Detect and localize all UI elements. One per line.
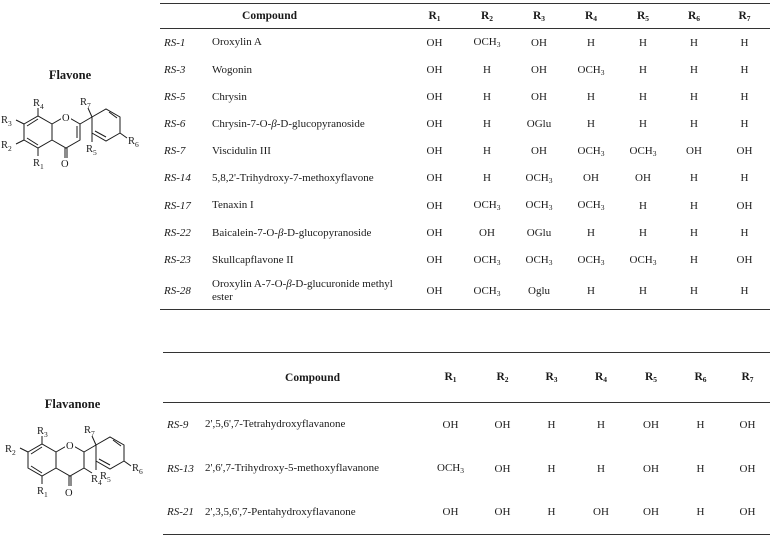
substituent-r2: H	[483, 172, 491, 184]
substituent-r6: H	[690, 64, 698, 76]
substituent-r6: H	[690, 254, 698, 266]
flavanone-row	[163, 403, 770, 447]
substituent-r3: $OCH_3$	[525, 253, 553, 267]
substituent-r5: $OCH_3$	[629, 144, 657, 158]
substituent-r3: OH	[531, 145, 547, 157]
substituent-r5: OH	[643, 418, 659, 431]
flavanone-o-label: O	[66, 441, 74, 452]
flavone-row	[160, 220, 770, 247]
substituent-r1: OH	[426, 227, 443, 239]
flavanone-header-r3: $R_3$	[527, 353, 576, 403]
substituent-r6: H	[696, 506, 705, 519]
flavanone-row	[163, 447, 770, 491]
substituent-r4: H	[587, 36, 595, 49]
substituent-r1: OH	[426, 64, 443, 76]
substituent-r5: OH	[643, 462, 659, 475]
substituent-r7: OH	[739, 462, 756, 475]
flavanone-r2-label: $R_2$	[5, 444, 16, 457]
substituent-r1: OH	[442, 506, 459, 519]
compound-id: RS-9	[167, 418, 189, 431]
substituent-r6: H	[690, 227, 698, 239]
substituent-r4: H	[597, 462, 605, 475]
substituent-r1: OH	[442, 418, 459, 431]
compound-name: 5,8,2'-Trihydroxy-7-methoxyflavone	[212, 171, 374, 184]
flavanone-header-compound: Compound	[163, 353, 423, 403]
substituent-r1: OH	[426, 285, 443, 298]
flavone-header-r2: $R_2$	[461, 4, 513, 29]
flavone-header-r4: $R_4$	[565, 4, 617, 29]
flavone-r1-label: $R_1$	[33, 158, 44, 171]
flavone-r5-label: $R_5$	[86, 144, 97, 157]
substituent-r6: OH	[686, 145, 702, 157]
compound-name: Chrysin-7-O-β-D-glucopyranoside	[212, 117, 365, 130]
compound-id: RS-5	[164, 91, 186, 103]
flavone-row	[160, 138, 770, 165]
substituent-r5: H	[639, 118, 647, 130]
substituent-r3: OH	[531, 91, 547, 103]
flavanone-header-r2: $R_2$	[478, 353, 527, 403]
substituent-r2: OH	[494, 462, 511, 475]
substituent-r7: H	[740, 36, 749, 49]
flavone-o-label: O	[62, 113, 70, 124]
flavanone-header-r4: $R_4$	[576, 353, 626, 403]
substituent-r3: OH	[531, 36, 547, 49]
flavone-row	[160, 84, 770, 111]
flavanone-r4-label: $R_4$	[91, 474, 102, 487]
flavanone-r3-label: $R_3$	[37, 426, 48, 439]
compound-id: RS-23	[164, 254, 191, 266]
flavone-row	[160, 29, 770, 57]
substituent-r2: $OCH_3$	[473, 253, 501, 267]
flavone-header-r1: $R_1$	[408, 4, 461, 29]
compound-id: RS-22	[164, 227, 191, 239]
flavanone-carbonyl-o-label: O	[65, 488, 73, 499]
substituent-r7: OH	[736, 254, 753, 266]
flavone-header-r5: $R_5$	[617, 4, 669, 29]
substituent-r5: H	[639, 91, 647, 103]
substituent-r5: H	[639, 36, 647, 49]
substituent-r6: H	[690, 199, 698, 212]
flavanone-title: Flavanone	[44, 397, 101, 411]
substituent-r5: H	[639, 199, 647, 212]
substituent-r5: OH	[635, 172, 651, 184]
substituent-r2: OH	[494, 418, 511, 431]
substituent-r4: H	[587, 227, 595, 239]
substituent-r6: H	[696, 418, 705, 431]
flavanone-structure-diagram	[0, 418, 155, 518]
substituent-r1: OH	[426, 254, 443, 266]
substituent-r6: H	[690, 172, 698, 184]
flavanone-header-r5: $R_5$	[626, 353, 676, 403]
substituent-r3: OH	[531, 64, 547, 76]
flavone-row	[160, 192, 770, 220]
flavanone-header-r7: $R_7$	[725, 353, 770, 403]
substituent-r5: OH	[643, 506, 659, 519]
flavone-r4-label: $R_4$	[33, 98, 44, 111]
flavone-r2-label: $R_2$	[1, 140, 12, 153]
flavone-carbonyl-o-label: O	[61, 159, 69, 170]
substituent-r3: OGlu	[526, 118, 552, 130]
substituent-r1: OH	[426, 118, 443, 130]
flavanone-header-r6: $R_6$	[676, 353, 725, 403]
flavone-r6-label: $R_6$	[128, 136, 139, 149]
compound-id: RS-13	[167, 462, 194, 475]
substituent-r4: H	[587, 118, 595, 130]
substituent-r3: H	[547, 462, 556, 475]
substituent-r7: H	[740, 285, 749, 298]
substituent-r4: $OCH_3$	[577, 199, 605, 212]
compound-name: Oroxylin A	[212, 36, 262, 49]
compound-id: RS-17	[164, 199, 191, 212]
substituent-r3: OGlu	[526, 227, 552, 239]
substituent-r3: $OCH_3$	[525, 171, 553, 185]
substituent-r4: $OCH_3$	[577, 63, 605, 77]
flavanone-r6-label: $R_6$	[132, 463, 143, 476]
substituent-r2: $OCH_3$	[473, 199, 501, 212]
substituent-r5: $OCH_3$	[629, 253, 657, 267]
flavone-header-r7: $R_7$	[719, 4, 770, 29]
flavanone-table	[163, 352, 770, 535]
flavanone-r7-label: $R_7$	[84, 425, 95, 438]
substituent-r2: OH	[494, 506, 511, 519]
substituent-r6: H	[690, 118, 698, 130]
substituent-r7: OH	[739, 418, 756, 431]
substituent-r7: H	[740, 227, 749, 239]
substituent-r2: H	[483, 91, 491, 103]
substituent-r7: OH	[739, 506, 756, 519]
substituent-r4: OH	[583, 172, 599, 184]
substituent-r7: H	[740, 118, 749, 130]
substituent-r1: OH	[426, 199, 443, 212]
compound-name: 2',5,6',7-Tetrahydroxyflavanone	[205, 418, 346, 431]
substituent-r4: H	[587, 285, 595, 298]
flavone-row	[160, 165, 770, 192]
compound-name: 2',3,5,6',7-Pentahydroxyflavanone	[205, 505, 356, 518]
substituent-r1: OH	[426, 36, 443, 49]
flavanone-header-r1: $R_1$	[423, 353, 478, 403]
substituent-r2: H	[483, 118, 491, 130]
substituent-r1: OH	[426, 145, 443, 157]
substituent-r3: Oglu	[528, 285, 550, 298]
flavone-row	[160, 274, 770, 310]
substituent-r4: OH	[593, 506, 609, 519]
substituent-r1: OH	[426, 91, 443, 103]
flavone-structure-diagram	[0, 88, 150, 188]
flavone-r3-label: $R_3$	[1, 115, 12, 128]
substituent-r7: OH	[736, 199, 753, 212]
substituent-r2: OH	[479, 227, 495, 239]
substituent-r6: H	[690, 91, 698, 103]
compound-name: Tenaxin I	[212, 199, 254, 211]
compound-name: Skullcapflavone II	[212, 253, 294, 266]
substituent-r7: H	[740, 64, 749, 76]
flavone-title: Flavone	[48, 68, 92, 82]
substituent-r2: $OCH_3$	[473, 36, 501, 50]
compound-name: Baicalein-7-O-β-D-glucopyranoside	[212, 226, 372, 239]
flavone-header-r3: $R_3$	[513, 4, 565, 29]
flavanone-row	[163, 491, 770, 535]
substituent-r7: OH	[736, 145, 753, 157]
substituent-r3: $OCH_3$	[525, 199, 553, 212]
substituent-r4: H	[597, 418, 605, 431]
substituent-r3: H	[547, 506, 556, 519]
compound-id: RS-21	[167, 506, 194, 519]
compound-id: RS-1	[164, 36, 186, 49]
compound-name: Oroxylin A-7-O-β-D-glucuronide methyl ester	[212, 278, 393, 304]
compound-name: 2',6',7-Trihydroxy-5-methoxyflavanone	[205, 462, 380, 474]
compound-id: RS-3	[164, 64, 186, 76]
flavone-row	[160, 57, 770, 84]
substituent-r2: H	[483, 145, 491, 157]
compound-id: RS-28	[164, 285, 191, 298]
compound-id: RS-7	[164, 145, 186, 157]
compound-id: RS-6	[164, 118, 186, 130]
compound-id: RS-14	[164, 172, 191, 184]
substituent-r6: H	[690, 285, 698, 298]
substituent-r4: H	[587, 91, 595, 103]
flavone-row	[160, 247, 770, 274]
flavanone-header-row	[163, 353, 770, 403]
substituent-r4: $OCH_3$	[577, 253, 605, 267]
compound-name: Wogonin	[212, 63, 253, 76]
flavanone-r5-label: $R_5$	[100, 471, 111, 484]
substituent-r7: H	[740, 91, 749, 103]
substituent-r6: H	[690, 36, 698, 49]
substituent-r2: $OCH_3$	[473, 284, 501, 298]
substituent-r2: H	[483, 64, 491, 76]
flavone-header-compound: Compound	[160, 4, 408, 29]
substituent-r6: H	[696, 462, 705, 475]
substituent-r5: H	[639, 227, 647, 239]
flavone-header-r6: $R_6$	[669, 4, 719, 29]
flavone-table	[160, 3, 770, 310]
flavone-row	[160, 111, 770, 138]
substituent-r1: OH	[426, 172, 443, 184]
substituent-r1: $OCH_3$	[437, 462, 464, 475]
flavone-header-row	[160, 4, 770, 29]
substituent-r4: $OCH_3$	[577, 144, 605, 158]
substituent-r7: H	[740, 172, 749, 184]
substituent-r3: H	[547, 418, 556, 431]
compound-name: Viscidulin III	[212, 144, 271, 157]
substituent-r5: H	[639, 285, 647, 298]
flavanone-r1-label: $R_1$	[37, 486, 48, 499]
flavone-r7-label: $R_7$	[80, 97, 91, 110]
compound-name: Chrysin	[212, 90, 247, 103]
substituent-r5: H	[639, 64, 647, 76]
